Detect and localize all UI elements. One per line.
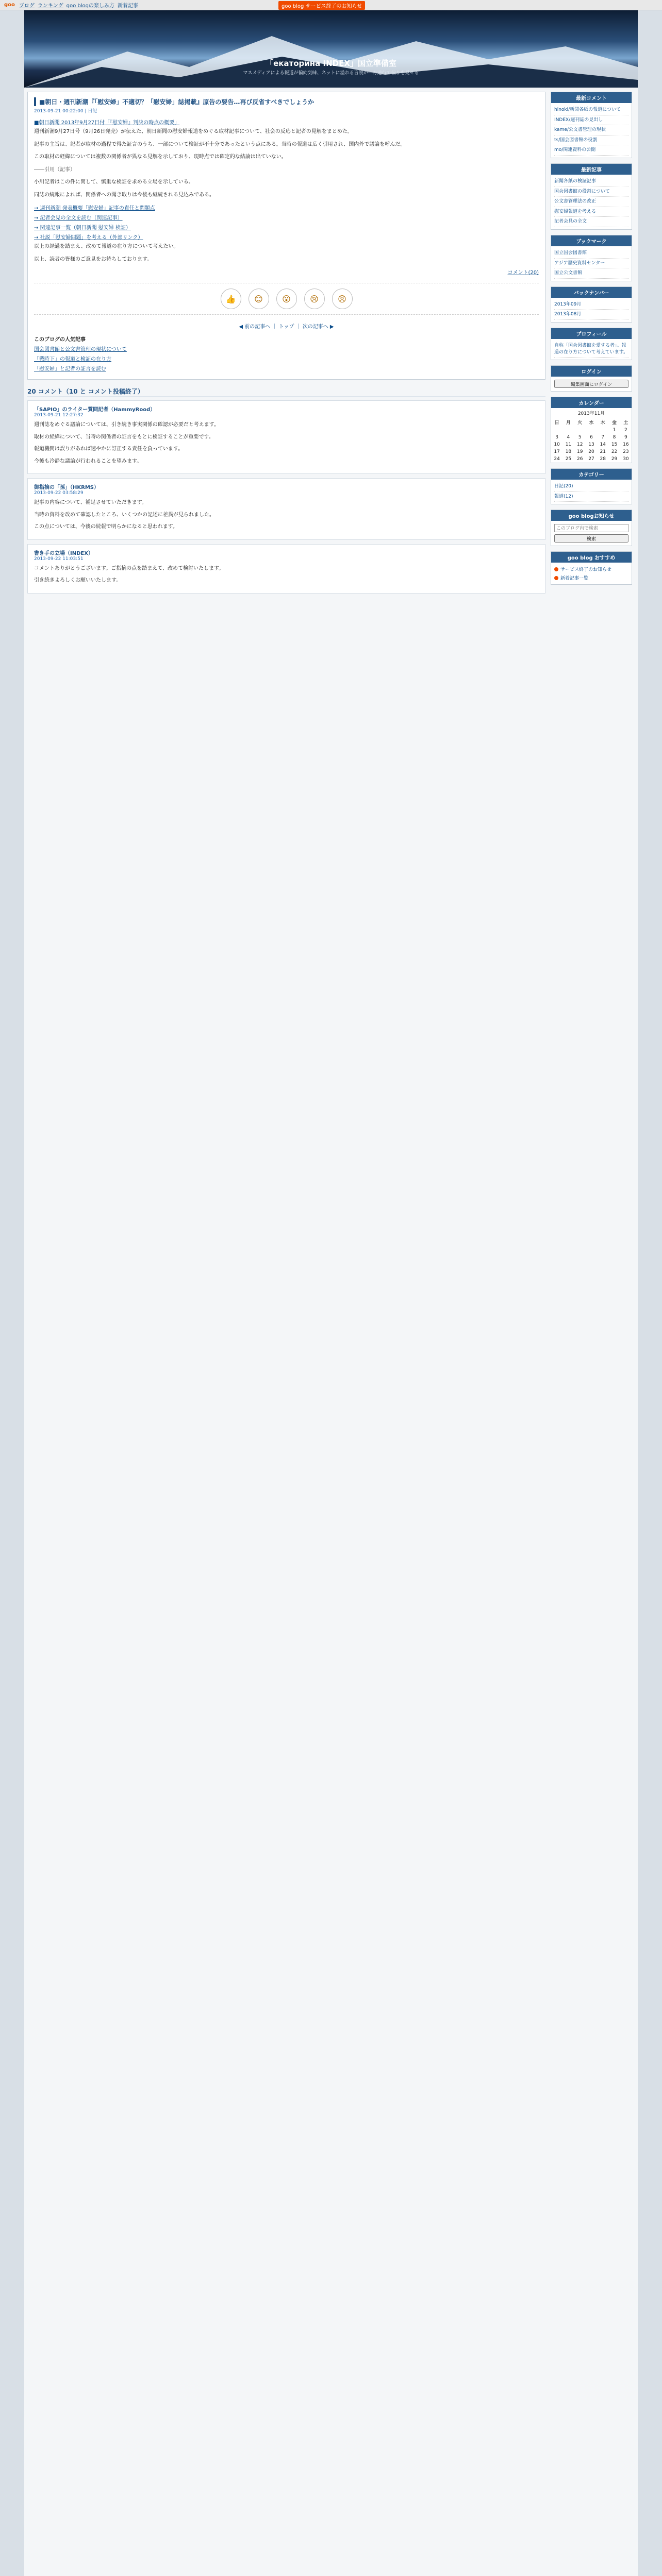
calendar-box (551, 397, 632, 463)
news-item[interactable]: サービス終了のお知らせ (560, 567, 611, 573)
recent-articles-box (551, 163, 632, 230)
comment-author[interactable]: 御指摘の「孫」（HKRMS） (34, 485, 99, 490)
backnumber-item[interactable]: 2013年09月 (554, 300, 628, 310)
entry-link[interactable]: → 関連記事一覧（朝日新聞 慰安婦 検証） (34, 225, 131, 231)
sidebar (551, 92, 632, 2576)
blog-title[interactable]: 「екаторина INDEX」国立準備室 (266, 59, 396, 68)
comment-text: コメントありがとうございます。ご指摘の点を踏まえて、改めて検討いたします。 (34, 565, 224, 571)
sidebar-heading: カレンダー (551, 397, 632, 408)
bookmark-item[interactable]: アジア歴史資料センター (554, 259, 628, 269)
calendar-weekday: 月 (566, 420, 571, 426)
comment-author[interactable]: 「SAPIO」のライター質問記者（HammyRood） (34, 407, 156, 413)
calendar-day[interactable]: 7 (601, 435, 605, 440)
calendar-day[interactable]: 25 (565, 456, 572, 462)
content-area (24, 88, 638, 2576)
entry-paragraph: この取材の経緯については複数の関係者が異なる見解を示しており、現時点では確定的な結論は出ていない。 (34, 154, 287, 160)
calendar-weekday: 木 (600, 420, 605, 426)
page-wrapper (24, 10, 638, 2576)
recent-comment-item[interactable]: ts/国会図書館の役割 (554, 135, 628, 146)
search-box (551, 510, 632, 546)
calendar-day[interactable]: 26 (576, 456, 583, 462)
calendar-day[interactable] (551, 427, 562, 434)
bullet-icon (554, 576, 558, 580)
blog-header (24, 10, 638, 88)
comment-text: 報道機関は誤りがあれば速やかに訂正する責任を負っています。 (34, 446, 184, 452)
calendar-day[interactable]: 13 (588, 442, 594, 448)
calendar-weekday: 水 (589, 420, 594, 426)
blog-search-input[interactable] (554, 524, 628, 532)
sidebar-heading: ログイン (551, 366, 632, 377)
recent-comment-item[interactable]: hinoki/新聞各紙の報道について (554, 105, 628, 115)
blog-entry (27, 92, 545, 380)
comment (27, 400, 545, 474)
entry-paragraph: 週刊新潮9月27日号（9月26日発売）が伝えた、朝日新聞の慰安婦報道をめぐる取材記事について、社会の反応と記者の見解をまとめた。 (34, 129, 353, 134)
recent-article-item[interactable]: 記者会見の全文 (554, 217, 628, 227)
comment-author[interactable]: 書き手の立場（INDEX） (34, 550, 93, 556)
comment (27, 478, 545, 540)
recent-comments-box (551, 92, 632, 158)
calendar-day[interactable]: 27 (588, 456, 594, 462)
reaction-button[interactable]: 👍 (221, 289, 241, 309)
calendar-day[interactable] (597, 427, 608, 434)
calendar-weekday: 金 (612, 420, 617, 426)
comment-text: 当時の資料を改めて確認したところ、いくつかの記述に差異が見られました。 (34, 512, 214, 518)
entry-body (34, 118, 539, 372)
calendar-day[interactable]: 19 (576, 449, 583, 455)
entry-pager[interactable]: ◀ 前の記事へ ｜ トップ ｜ 次の記事へ ▶ (239, 324, 334, 330)
topbar-link-guide[interactable]: goo blogの楽しみ方 (66, 3, 114, 9)
calendar-day[interactable]: 22 (611, 449, 618, 455)
main-column (27, 92, 551, 2576)
category-item[interactable]: 報道(12) (554, 492, 628, 502)
entry-link[interactable]: → 週刊新潮 発表概要「慰安婦」記事の責任と問題点 (34, 206, 155, 211)
top-toolbar (0, 0, 662, 10)
comment (27, 544, 545, 594)
related-link[interactable]: 国会図書館と公文書管理の現状について (34, 347, 127, 352)
related-link[interactable]: 「慰安婦」と記者の証言を読む (34, 366, 106, 372)
comment-text: この点については、今後の続報で明らかになると思われます。 (34, 524, 178, 530)
calendar-day[interactable]: 29 (611, 456, 618, 462)
category-box (551, 468, 632, 504)
calendar-day[interactable]: 17 (554, 449, 560, 455)
calendar-day[interactable]: 5 (578, 435, 582, 440)
recent-article-item[interactable]: 国会図書館の役割について (554, 187, 628, 197)
sidebar-heading: プロフィール (551, 328, 632, 339)
login-button[interactable]: 編集画面にログイン (554, 380, 628, 388)
recent-comment-item[interactable]: kame/公文書管理の現状 (554, 125, 628, 135)
entry-source-link[interactable]: ■朝日新聞 2013年9月27日付「『慰安婦』判決の時点の概要」 (34, 120, 180, 126)
sidebar-heading: ブックマーク (551, 235, 632, 246)
calendar-day[interactable] (586, 427, 597, 434)
sidebar-heading: goo blog おすすめ (551, 552, 632, 563)
recent-comment-item[interactable]: INDEX/週刊誌の見出し (554, 115, 628, 126)
topbar-link-blog[interactable]: ブログ (19, 3, 35, 9)
comment-date: 2013-09-22 11:03:51 (34, 556, 84, 562)
comment-date: 2013-09-22 03:58:29 (34, 490, 84, 496)
reaction-button[interactable]: 😢 (304, 289, 325, 309)
calendar-day[interactable]: 16 (623, 442, 629, 448)
goo-news-box (551, 551, 632, 585)
recent-article-item[interactable]: 慰安婦報道を考える (554, 207, 628, 217)
calendar-day[interactable]: 1 (613, 428, 616, 433)
calendar-day[interactable]: 18 (565, 449, 572, 455)
recent-article-item[interactable]: 公文書管理法の改正 (554, 197, 628, 207)
reaction-button[interactable]: 😠 (332, 289, 353, 309)
calendar-day[interactable]: 6 (590, 435, 593, 440)
sidebar-heading: カテゴリー (551, 469, 632, 480)
comment-count-link[interactable]: コメント(20) (507, 270, 539, 276)
blog-description: マスメディアによる報道が偏向気味、ネットに溢れる言説が一方通行で偏りを見せる (243, 71, 419, 76)
calendar-day[interactable]: 15 (611, 442, 618, 448)
comments-heading: 20 コメント（10 と コメント投稿終了） (27, 387, 545, 397)
related-heading: このブログの人気記事 (34, 337, 86, 343)
comment-text: 記事の内容について、補足させていただきます。 (34, 500, 147, 505)
login-box (551, 365, 632, 392)
calendar-day[interactable]: 10 (554, 442, 560, 448)
calendar-day[interactable]: 12 (576, 442, 583, 448)
entry-title[interactable]: ■朝日・週刊新潮『「慰安婦」不適切？「慰安婦」誌掲載』原告の要告…再び反省すべきでしょうか (34, 97, 539, 106)
calendar-month: 2013年11月 (577, 411, 605, 417)
entry-link[interactable]: → 社説「慰安婦問題」を考える（外部リンク） (34, 235, 143, 241)
reaction-button[interactable]: 😊 (249, 289, 269, 309)
recent-comment-item[interactable]: mo/関連資料の公開 (554, 145, 628, 156)
recent-article-item[interactable]: 新聞各紙の検証記事 (554, 177, 628, 187)
sidebar-heading: 最新記事 (551, 164, 632, 175)
calendar-day[interactable] (574, 427, 586, 434)
entry-closing: 以上、読者の皆様のご意見をお待ちしております。 (34, 256, 153, 262)
entry-paragraph: 小川記者はこの件に関して、慎重な検証を求める立場を示している。 (34, 179, 194, 185)
calendar-day[interactable]: 3 (555, 435, 558, 440)
goo-logo[interactable]: goo (4, 2, 15, 8)
profile-box (551, 328, 632, 360)
bookmark-item[interactable]: 国立公文書館 (554, 268, 628, 279)
calendar-day[interactable]: 24 (554, 456, 560, 462)
profile-text: 自称「国会図書館を愛する者」。報道の在り方について考えています。 (554, 341, 628, 358)
sidebar-heading: バックナンバー (551, 287, 632, 298)
related-link[interactable]: 「戦時下」の報道と検証の在り方 (34, 357, 111, 362)
news-item[interactable]: 新着記事一覧 (560, 576, 589, 582)
calendar-day[interactable]: 30 (623, 456, 629, 462)
service-end-badge[interactable]: goo blog サービス終了のお知らせ (278, 1, 365, 10)
reaction-buttons (34, 283, 539, 315)
calendar-day[interactable]: 11 (565, 442, 572, 448)
entry-paragraph: 記事の主旨は、記者が取材の過程で得た証言のうち、一部について検証が不十分であったという点にある。当時の報道は広く引用され、国内外で議論を呼んだ。 (34, 141, 406, 147)
blog-search-button[interactable]: 検索 (554, 534, 628, 543)
comment-text: 引き続きよろしくお願いいたします。 (34, 578, 122, 583)
entry-link[interactable]: → 記者会見の全文を読む（関連記事） (34, 215, 123, 221)
comment-text: 今後も冷静な議論が行われることを望みます。 (34, 458, 142, 464)
entry-quote: ――引用（記事） (34, 166, 75, 173)
calendar-weekday: 土 (623, 420, 628, 426)
calendar-day[interactable]: 4 (567, 435, 570, 440)
calendar-weekday: 日 (554, 420, 559, 426)
backnumber-box (551, 286, 632, 323)
calendar-day[interactable]: 21 (600, 449, 606, 455)
backnumber-item[interactable]: 2013年08月 (554, 310, 628, 320)
topbar-link-ranking[interactable]: ランキング (37, 3, 63, 9)
sidebar-heading: goo blogお知らせ (551, 510, 632, 521)
calendar-day[interactable]: 8 (613, 435, 616, 440)
topbar-link-new[interactable]: 新着記事 (117, 3, 138, 9)
calendar-grid (551, 418, 632, 463)
calendar-day[interactable]: 14 (600, 442, 606, 448)
calendar-day[interactable]: 23 (623, 449, 629, 455)
calendar-day[interactable]: 28 (600, 456, 606, 462)
comment-text: 取材の経緯について、当時の関係者の証言をもとに検証することが重要です。 (34, 434, 214, 440)
sidebar-heading: 最新コメント (551, 92, 632, 103)
bullet-icon (554, 567, 558, 571)
calendar-day[interactable]: 20 (588, 449, 594, 455)
category-item[interactable]: 日記(20) (554, 482, 628, 492)
entry-paragraph: 以上の経過を踏まえ、改めて報道の在り方について考えたい。 (34, 244, 179, 249)
bookmark-item[interactable]: 国立国会図書館 (554, 248, 628, 259)
entry-paragraph: 同誌の続報によれば、関係者への聞き取りは今後も継続される見込みである。 (34, 192, 214, 198)
comment-text: 週刊誌をめぐる議論については、引き続き事実関係の確認が必要だと考えます。 (34, 422, 219, 428)
entry-date: 2013-09-21 00:22:00 | 日記 (34, 109, 97, 114)
calendar-weekday: 火 (577, 420, 583, 426)
calendar-day[interactable] (562, 427, 574, 434)
calendar-day[interactable]: 2 (624, 428, 627, 433)
comment-date: 2013-09-21 12:27:32 (34, 413, 84, 418)
reaction-button[interactable]: 😮 (276, 289, 297, 309)
calendar-day[interactable]: 9 (624, 435, 627, 440)
bookmark-box (551, 235, 632, 281)
